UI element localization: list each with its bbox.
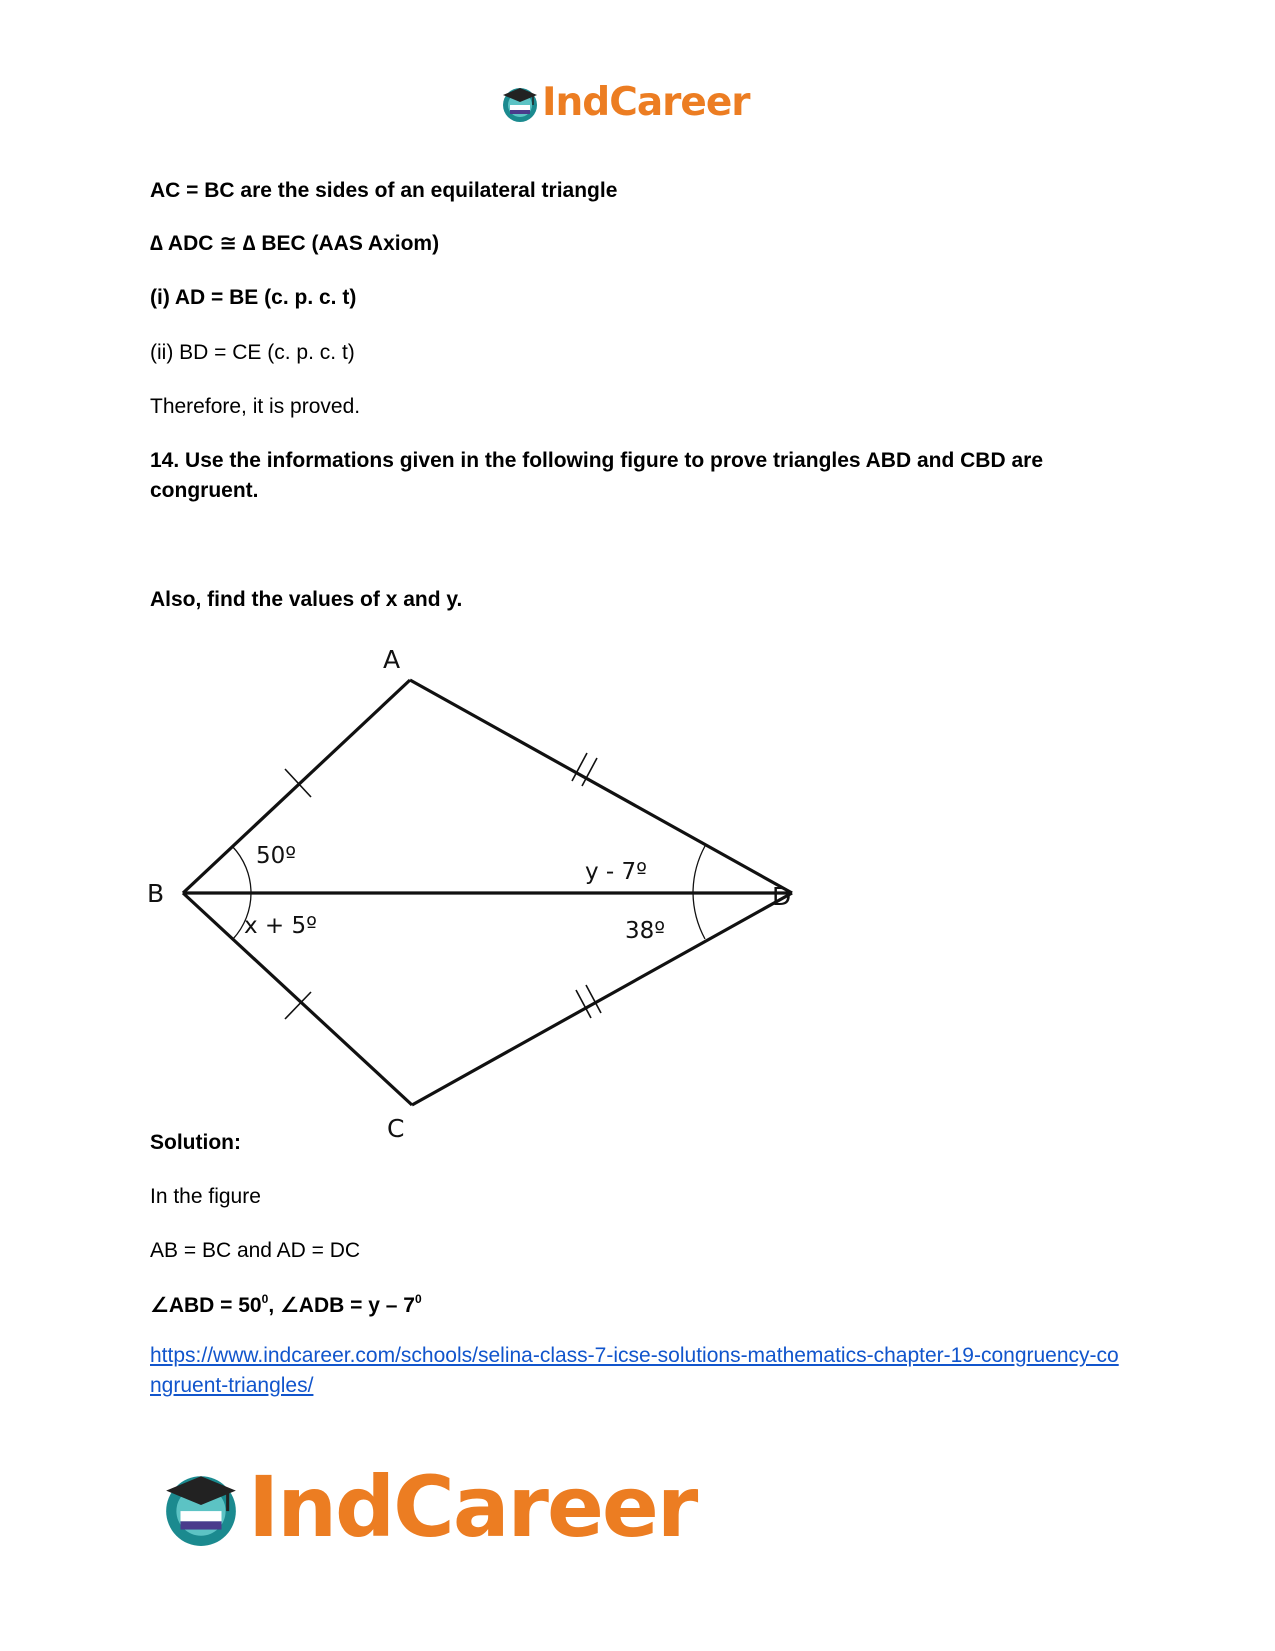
- text-line: (i) AD = BE (c. p. c. t): [150, 286, 357, 309]
- side-cd: [412, 893, 792, 1105]
- text-line: ∆ ADC ≅ ∆ BEC (AAS Axiom): [150, 232, 440, 255]
- arc-adb: [693, 846, 705, 893]
- degree-sup: 0: [261, 1292, 269, 1306]
- vertex-label-b: B: [147, 879, 165, 908]
- angle-label-abd: 50º: [256, 843, 297, 869]
- text-line: AC = BC are the sides of an equilateral triangle: [150, 179, 618, 202]
- brand-name: IndCareer: [542, 80, 750, 125]
- angle-label-cbd: x + 5º: [244, 913, 317, 939]
- angle-statement: [150, 1291, 422, 1321]
- question-14: 14. Use the informations given in the following figure to prove triangles ABD and CBD are congruent.: [150, 449, 1044, 502]
- source-link[interactable]: https://www.indcareer.com/schools/selina-class-7-icse-solutions-mathematics-chapter-19-congruency-congruent-triangles/: [150, 1344, 1119, 1397]
- vertex-label-d: D: [772, 882, 792, 911]
- text-line: (ii) BD = CE (c. p. c. t): [150, 341, 355, 364]
- brand-name: IndCareer: [248, 1458, 697, 1556]
- arc-abd: [232, 846, 251, 893]
- angle-label-adb: y - 7º: [585, 859, 648, 885]
- side-ab: [183, 680, 410, 893]
- angle-adb-text: , ∠ADB = y – 7: [268, 1294, 415, 1317]
- degree-sup: 0: [414, 1292, 422, 1306]
- angle-label-cdb: 38º: [625, 918, 666, 944]
- tick-bc: [285, 992, 311, 1019]
- question-14-part-b: Also, find the values of x and y.: [150, 588, 463, 611]
- text-line: In the figure: [150, 1185, 261, 1208]
- vertex-label-c: C: [387, 1114, 405, 1143]
- arc-cdb: [693, 893, 705, 939]
- footer-logo: [160, 1458, 696, 1556]
- vertex-label-a: A: [383, 645, 401, 674]
- text-line: Therefore, it is proved.: [150, 395, 361, 418]
- graduation-globe-icon: [500, 83, 540, 123]
- text-line: AB = BC and AD = DC: [150, 1239, 361, 1262]
- solution-heading: Solution:: [150, 1131, 241, 1154]
- graduation-globe-icon: [160, 1466, 242, 1548]
- header-logo: [500, 80, 750, 125]
- angle-abd-text: ∠ABD = 50: [150, 1294, 262, 1317]
- kite-figure: [140, 640, 840, 1145]
